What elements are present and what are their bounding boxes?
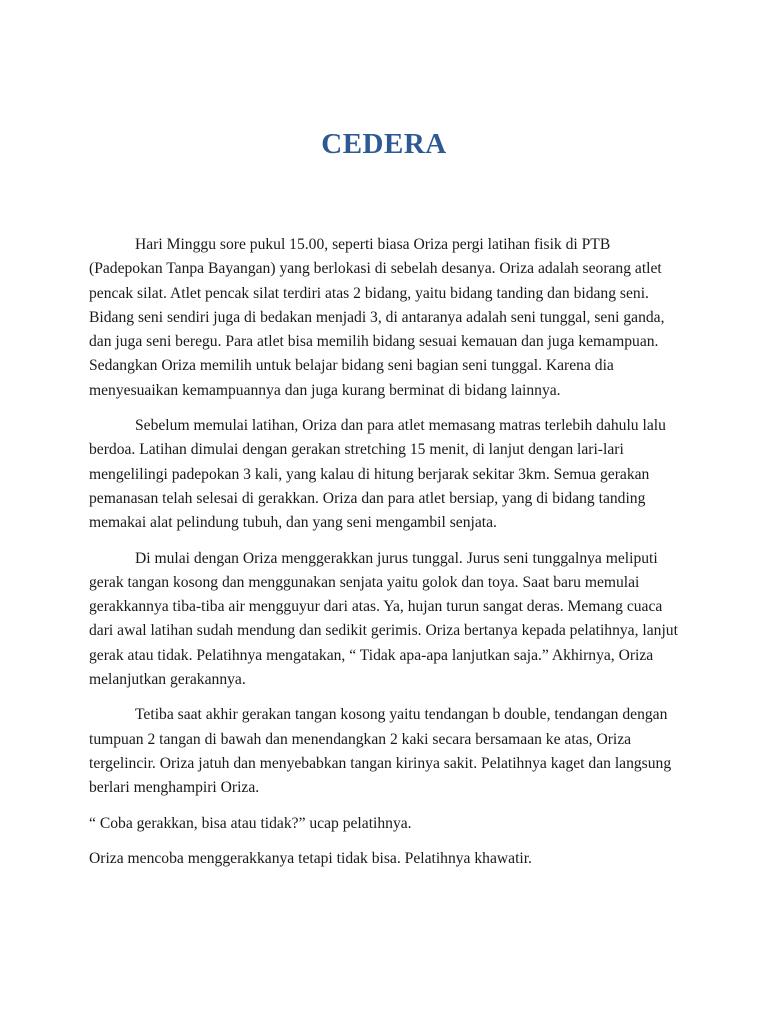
paragraph-6: Oriza mencoba menggerakkanya tetapi tidak bisa. Pelatihnya khawatir. xyxy=(89,849,532,867)
paragraph-1: Hari Minggu sore pukul 15.00, seperti biasa Oriza pergi latihan fisik di PTB (Padepokan Tanpa Bayangan) yang berlokasi di sebelah desanya. Oriza adalah seorang atlet pencak silat. Atlet pencak silat terdiri atas 2 bidang, yaitu bidang tanding dan bidang seni. Bidang seni sendiri juga di bedakan menjadi 3, di antaranya adalah seni tunggal, seni ganda, dan juga seni beregu. Para atlet bisa memilih bidang sesuai kemauan dan juga kemampuan. Sedangkan Oriza memilih untuk belajar bidang seni bagian seni tunggal. Karena dia menyesuaikan kemampuannya dan juga kurang berminat di bidang lainnya. xyxy=(89,236,665,399)
document-body xyxy=(89,233,680,882)
paragraph-3: Di mulai dengan Oriza menggerakkan jurus tunggal. Jurus seni tunggalnya meliputi gerak tangan kosong dan menggunakan senjata yaitu golok dan toya. Saat baru memulai gerakkannya tiba-tiba air mengguyur dari atas. Ya, hujan turun sangat deras. Memang cuaca dari awal latihan sudah mendung dan sedikit gerimis. Oriza bertanya kepada pelatihnya, lanjut gerak atau tidak. Pelatihnya mengatakan, “ Tidak apa-apa lanjutkan saja.” Akhirnya, Oriza melanjutkan gerakannya. xyxy=(89,549,678,689)
paragraph-2: Sebelum memulai latihan, Oriza dan para atlet memasang matras terlebih dahulu lalu berdoa. Latihan dimulai dengan gerakan stretching 15 menit, di lanjut dengan lari-lari mengelilingi padepokan 3 kali, yang kalau di hitung berjarak sekitar 3km. Semua gerakan pemanasan telah selesai di gerakkan. Oriza dan para atlet bersiap, yang di bidang tanding memakai alat pelindung tubuh, dan yang seni mengambil senjata. xyxy=(89,417,666,532)
document-title: CEDERA xyxy=(321,128,447,160)
paragraph-dialogue: “ Coba gerakkan, bisa atau tidak?” ucap pelatihnya. xyxy=(89,814,412,832)
paragraph-4: Tetiba saat akhir gerakan tangan kosong yaitu tendangan b double, tendangan dengan tumpuan 2 tangan di bawah dan menendangkan 2 kaki secara bersamaan ke atas, Oriza tergelincir. Oriza jatuh dan menyebabkan tangan kirinya sakit. Pelatihnya kaget dan langsung berlari menghampiri Oriza. xyxy=(89,706,672,797)
